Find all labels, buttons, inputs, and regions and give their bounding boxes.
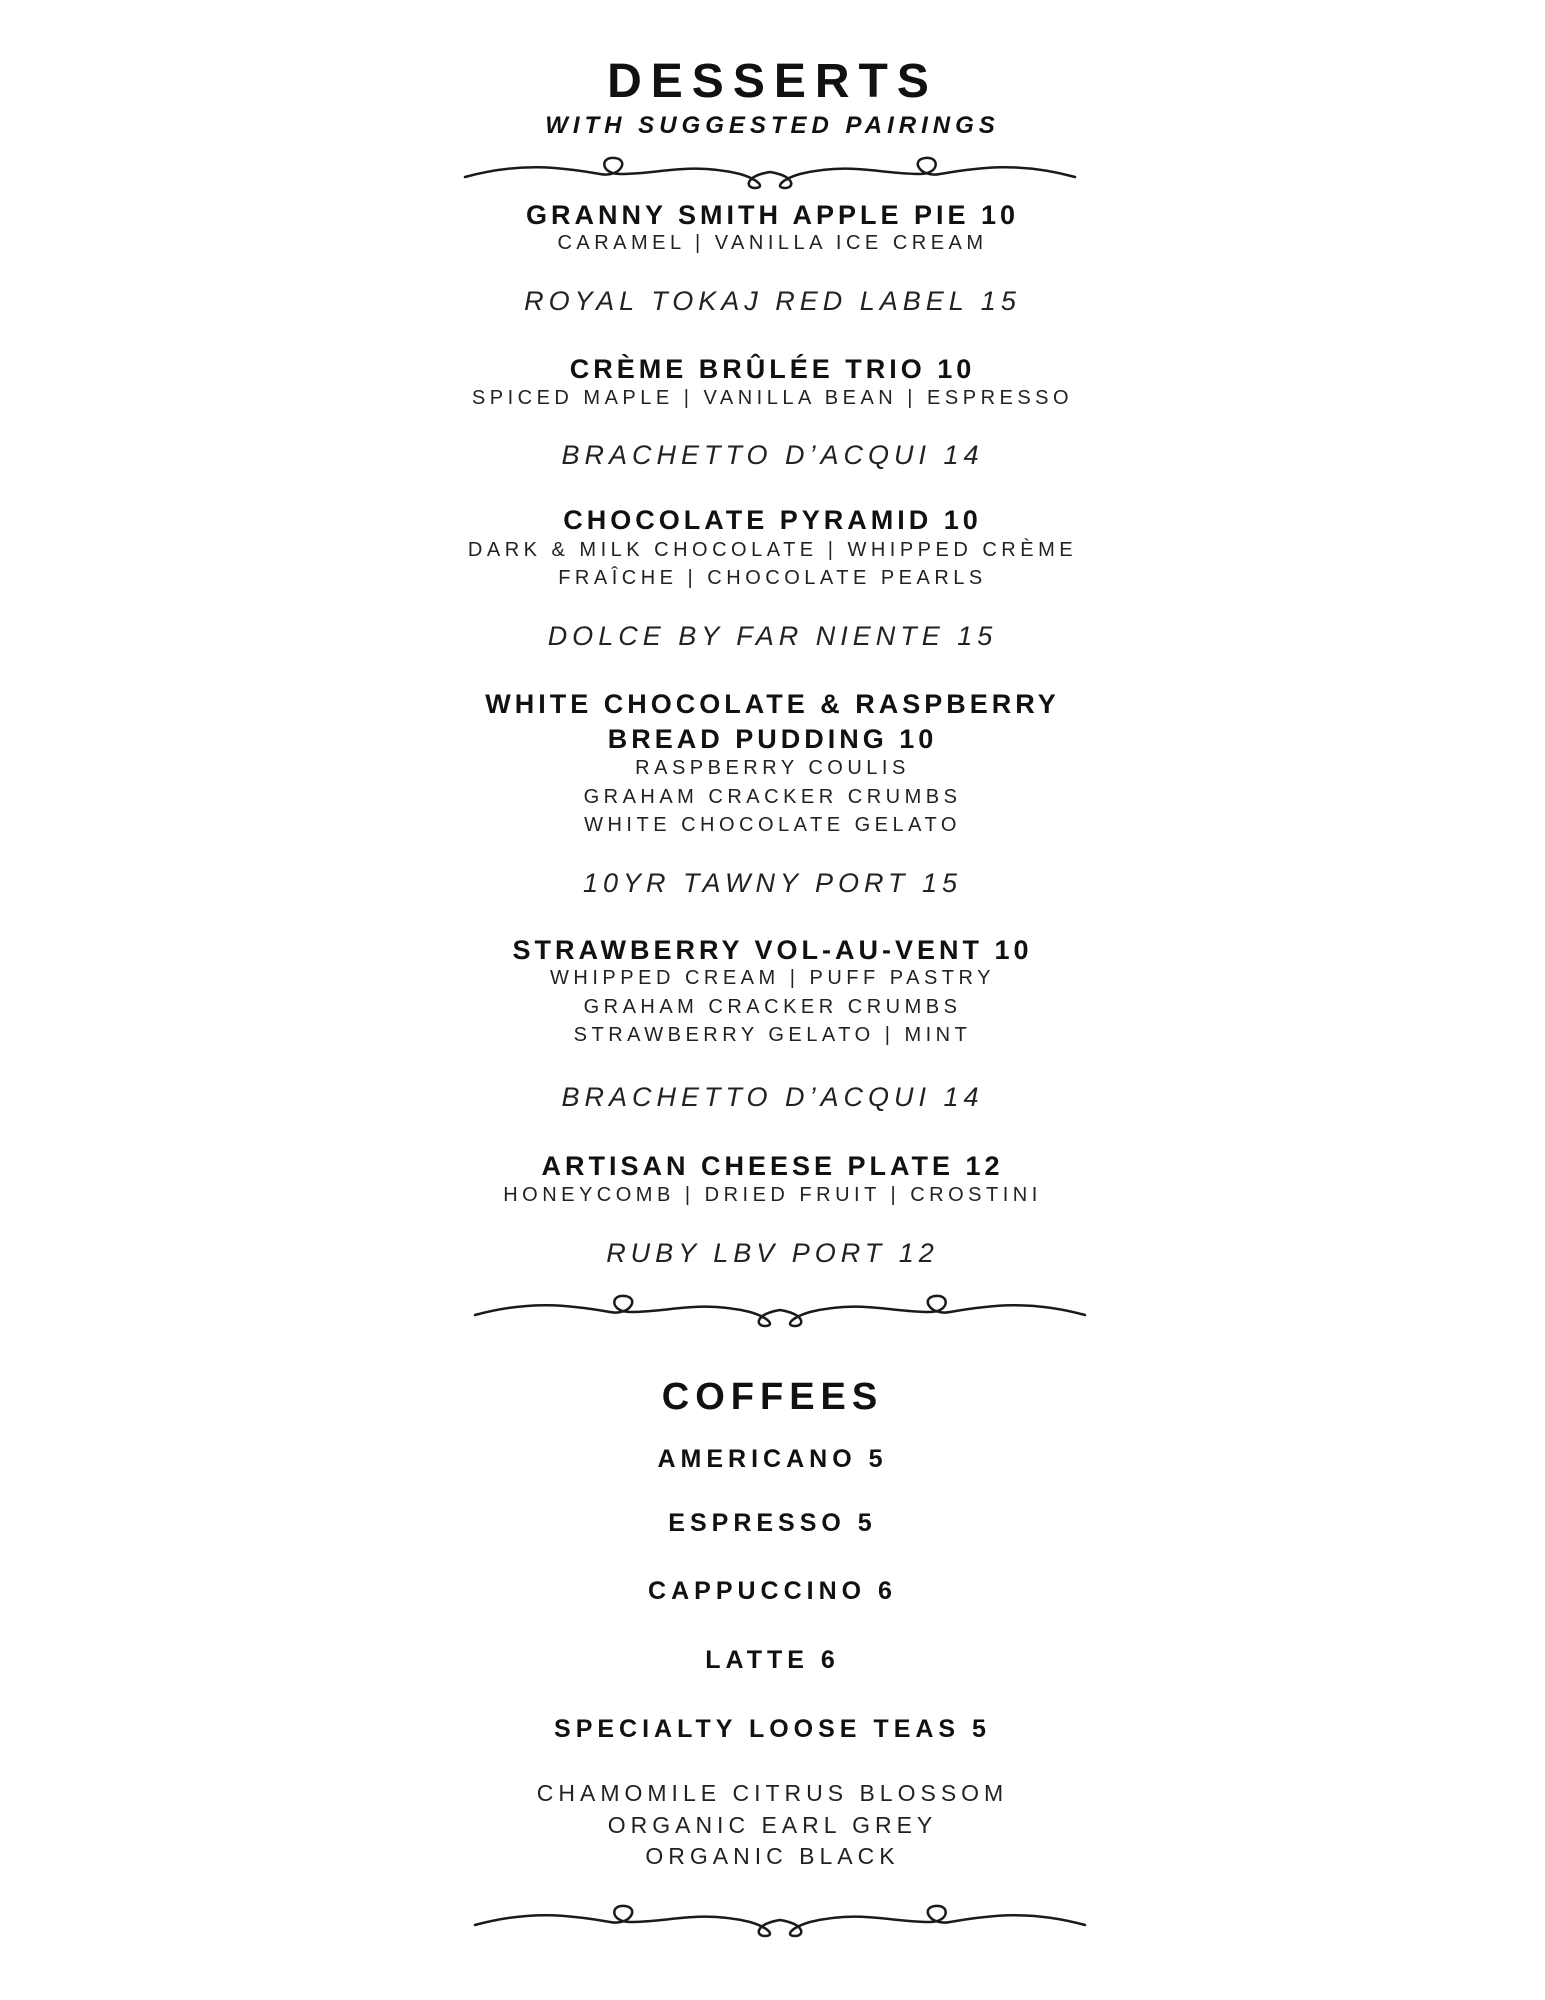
- dessert-description: DARK & MILK CHOCOLATE | WHIPPED CRÈME: [467, 539, 1078, 561]
- dessert-name-chocolate-pyramid: CHOCOLATE PYRAMID 10: [563, 505, 982, 535]
- dessert-pairing: ROYAL TOKAJ RED LABEL 15: [524, 286, 1021, 316]
- tea-option: CHAMOMILE CITRUS BLOSSOM: [536, 1780, 1009, 1806]
- dessert-pairing: DOLCE BY FAR NIENTE 15: [547, 621, 998, 651]
- dessert-description: RASPBERRY COULIS: [635, 757, 910, 779]
- dessert-description: CARAMEL | VANILLA ICE CREAM: [557, 232, 988, 254]
- dessert-description: HONEYCOMB | DRIED FRUIT | CROSTINI: [503, 1184, 1042, 1206]
- dessert-pairing: RUBY LBV PORT 12: [606, 1238, 939, 1268]
- tea-option: ORGANIC BLACK: [645, 1843, 900, 1869]
- coffee-item-americano: AMERICANO 5: [657, 1445, 888, 1473]
- menu-subtitle: WITH SUGGESTED PAIRINGS: [545, 112, 1000, 139]
- menu-title: DESSERTS: [607, 55, 938, 108]
- dessert-name-vol-au-vent: STRAWBERRY VOL-AU-VENT 10: [512, 935, 1033, 965]
- dessert-description: FRAÎCHE | CHOCOLATE PEARLS: [558, 567, 987, 589]
- tea-option: ORGANIC EARL GREY: [607, 1812, 938, 1838]
- dessert-pairing: 10YR TAWNY PORT 15: [582, 868, 963, 898]
- dessert-description: STRAWBERRY GELATO | MINT: [573, 1024, 972, 1046]
- top-flourish-divider: [460, 152, 1080, 192]
- dessert-pairing: BRACHETTO D’ACQUI 14: [561, 440, 984, 470]
- dessert-name-cheese-plate: ARTISAN CHEESE PLATE 12: [541, 1151, 1004, 1181]
- dessert-name-apple-pie: GRANNY SMITH APPLE PIE 10: [525, 200, 1020, 230]
- coffee-item-specialty-teas: SPECIALTY LOOSE TEAS 5: [554, 1715, 991, 1743]
- dessert-name-bread-pudding: WHITE CHOCOLATE & RASPBERRY: [485, 689, 1060, 719]
- coffee-item-latte: LATTE 6: [705, 1646, 840, 1674]
- dessert-description: WHIPPED CREAM | PUFF PASTRY: [550, 967, 995, 989]
- bottom-flourish-divider: [470, 1900, 1090, 1940]
- coffee-item-cappuccino: CAPPUCCINO 6: [648, 1577, 897, 1605]
- dessert-name-bread-pudding: BREAD PUDDING 10: [607, 724, 938, 754]
- dessert-description: GRAHAM CRACKER CRUMBS: [583, 786, 962, 808]
- coffee-item-espresso: ESPRESSO 5: [668, 1509, 877, 1537]
- dessert-description: GRAHAM CRACKER CRUMBS: [583, 996, 962, 1018]
- dessert-description: WHITE CHOCOLATE GELATO: [584, 814, 961, 836]
- dessert-pairing: BRACHETTO D’ACQUI 14: [561, 1082, 984, 1112]
- middle-flourish-divider: [470, 1290, 1090, 1330]
- dessert-name-creme-brulee: CRÈME BRÛLÉE TRIO 10: [569, 354, 976, 384]
- dessert-description: SPICED MAPLE | VANILLA BEAN | ESPRESSO: [471, 387, 1074, 409]
- coffees-title: COFFEES: [661, 1376, 884, 1418]
